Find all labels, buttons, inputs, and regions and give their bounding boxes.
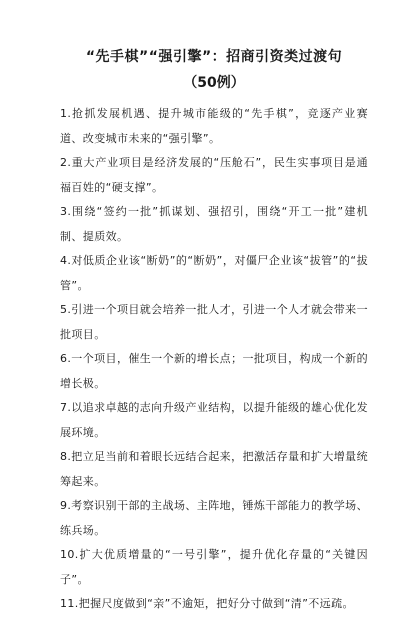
list-item: 9.考察识别干部的主战场、主阵地，锤炼干部能力的教学场、练兵场。 xyxy=(60,499,368,537)
list-item: 2.重大产业项目是经济发展的“压舱石”，民生实事项目是通福百姓的“硬支撑”。 xyxy=(60,156,368,194)
list-item: 1.抢抓发展机遇、提升城市能级的“先手棋”，竞逐产业赛道、改变城市未来的“强引擎”。 xyxy=(60,107,368,145)
list-item: 3.围绕“签约一批”抓谋划、强招引，围绕“开工一批”建机制、提质效。 xyxy=(60,205,368,243)
list-item: 10.扩大优质增量的“一号引擎”，提升优化存量的“关键因子”。 xyxy=(60,548,368,586)
list-item: 5.引进一个项目就会培养一批人才，引进一个人才就会带来一批项目。 xyxy=(60,303,368,341)
document-subtitle: （50例） xyxy=(183,75,245,91)
list-item: 4.对低质企业该“断奶”的“断奶”，对僵尸企业该“拔管”的“拔管”。 xyxy=(60,254,368,292)
list-item: 11.把握尺度做到“亲”不逾矩，把好分寸做到“清”不远疏。 xyxy=(60,597,354,610)
sentence-list xyxy=(60,102,368,617)
list-item: 6.一个项目，催生一个新的增长点；一批项目，构成一个新的增长极。 xyxy=(60,352,368,390)
list-item: 7.以追求卓越的志向升级产业结构，以提升能级的雄心优化发展环境。 xyxy=(60,401,368,439)
document-title: “先手棋”“强引擎”：招商引资类过渡句 xyxy=(85,49,343,65)
list-item: 8.把立足当前和着眼长远结合起来，把激活存量和扩大增量统筹起来。 xyxy=(60,450,368,488)
